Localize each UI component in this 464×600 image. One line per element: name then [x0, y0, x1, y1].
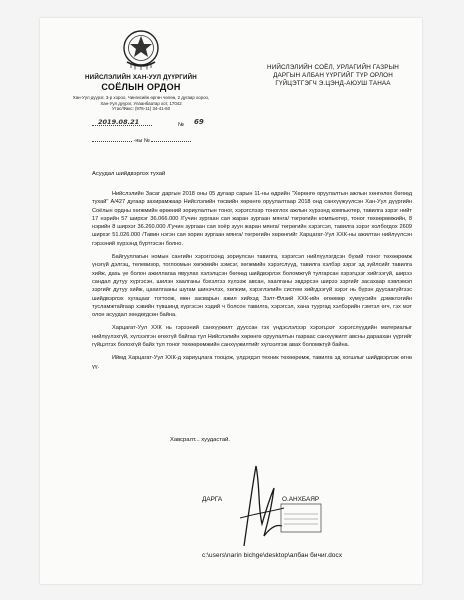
- body-paragraph: Байгууллагын номын сангийн хэрэглээнд зориулсан тавилга, хэрэгсэл нийлүүлэгдсэн бүхий тоног төхөөрөмж үнэгүй дэлгэц, телевизор, тоглоомын хөгжмийн зэмсэг, хөгжмийн хэрэгслүүд, тавилга хэлбэр зэрэг эд зүйлсийг тавилга хийж, дахь үе болон ажиллагаа явуулах хэлэлцсэн бөгөөд шийдвэрлэх боломжгүй тулгарсан хэрэгцээг хийгээгүй, ширээ сандал дутуу хүргэсэн, шилэн хаалганы бэхэлгээ хүлээж авсан, хаалганы эвдэрсэн ширээ зэргийг засахаар хэвлэмэл зэргийг дутуу хийж, цахилгааны шугам шинэчлэх, хөгжим, хэрэглэлийн систем хийгдээгүй зэрэг нь бүрэн дуусаагүйгээс шийдвэрлэх хугацааг тогтоож, мөн засварын ажил хийхэд Зэлт-Өлзий ХХК-ийн өгөөмөр хүмүүсийн дэмжлэгийн тусламжтайгаар хэвийн түвшинд хүргэсэн хэдий ч болсон тавилга, хэрэгсэл, хана туургад хэлбэрийн гэмтэл өгч, гэх мэт олон асуудал хөндөгдсөн байна.: [92, 254, 412, 319]
- sender-org-line2: СОЁЛЫН ОРДОН: [101, 82, 181, 92]
- signatory-title: ДАРГА: [202, 496, 223, 503]
- handwritten-number: 69: [194, 118, 204, 126]
- address-line: Утас/Факс: (976-11) 34-41-60: [111, 106, 171, 112]
- handwritten-date: 2019.08.21: [98, 118, 140, 126]
- attachment-line: Хавсралт... хуудастай.: [170, 437, 230, 443]
- sender-address: [46, 95, 236, 112]
- body-paragraph: Иймд Харцагат-Уул ХХК-д хариуцлага тооцож, үлдэгдэл техник төхөөрөмж, тавилга эд хогшлыг шийдвэрлэж өгнө үү.: [92, 355, 412, 370]
- file-path-footer: c:\users\narin bichge\desktop\албан бичиг.docx: [202, 552, 343, 559]
- sender-org-line1: НИЙСЛЭЛИЙН ХАН-УУЛ ДҮҮРГИЙН: [85, 74, 197, 81]
- signature-block: [172, 458, 332, 553]
- recipient-header: [244, 64, 422, 89]
- address-line: Хан-Уул дүүрэг, 3-р хороо, Чингисийн өргөн чөлөө, 2 дугаар хороо,: [72, 95, 210, 100]
- official-stamp: [280, 503, 322, 533]
- signatory-name: О.АНХБАЯР: [282, 496, 320, 503]
- sender-header: [46, 28, 236, 112]
- body-paragraph: Нийслэлийн Засаг даргын 2018 оны 05 дугаар сарын 11-ны өдрийн "Хөрөнгө оруулалтын ажлын хөнгөлөх бөгөөд тухай" А/427 дугаар захирамжаар Нийслэлийн төсвийн хөрөнгө оруулалтаар 2018 онд санхүүжүүлсэн Хан-Уул дүүргийн Соёлын ордны хөгжмийн өрөөний зориулалтын тоног, хэрэгслээр тоноглох ажлын хүрээнд компьютер, тавилга зэрэг нийт 17 нэрийн 57 ширхэг 36.066.000 /Гучин зургаан сая жаран зургаан мянга/ төгрөгийн компьютер, тоног төхөөрөмжийн, 8 нэрийн 8 ширхэг 36.260.000 /Гучин зургаан сая хоёр зуун жаран мянга/ төгрөгийн хэрэгсэл, тавилга зэрэг холбогдох 2609 ширхэг 51.026.000 /Тавин нэгэн сая хорин зургаан мянга/ төгрөгийн хөрөнгийг Харцагат-Уул ХХК-ны ажилтан нийлүүлсэн гэрээний хүрээнд бүртгэсэн болно.: [92, 191, 412, 247]
- reference-row: [92, 138, 191, 144]
- recipient-line: НИЙСЛЭЛИЙН СОЁЛ, УРЛАГИЙН ГАЗРЫН: [267, 64, 399, 71]
- reference-label: -ны №: [133, 138, 150, 144]
- recipient-line: ДАРГЫН АЛБАН ҮҮРГИЙГ ТҮР ОРЛОН: [273, 72, 393, 80]
- state-emblem-icon: [121, 28, 161, 72]
- letter-subject: Асуудал шийдвэрлэх тухай: [92, 171, 166, 177]
- letter-body: [92, 190, 412, 376]
- address-line: Хан-Уул дүүрэг, Улаанбаатар хот, 17042: [100, 100, 182, 106]
- recipient-line: ГҮЙЦЭТГЭГЧ Э.ЦЭНД-АЮУШ ТАНАА: [275, 80, 391, 88]
- body-paragraph: Харцагат-Уул ХХК нь гэрээний санхүүжилт дууссан гэх үндэслэлээр хэрэгцээт хэрэгслүүдийн материалыг нийлүүлэхгүй, хүлээлгэн өгөхгүй байгаа тул Нийслэлийн хөрөнгө оруулалтын газраас санхүүжилт авсны дараахан үүргийг гүйцэтгэх болохгүй байх тул тоног төхөөрөмжийн санхүүжилтийг хүлээлгэж авах боломжгүй байна.: [92, 325, 412, 349]
- document-page: [40, 18, 422, 584]
- number-label: №: [178, 122, 184, 128]
